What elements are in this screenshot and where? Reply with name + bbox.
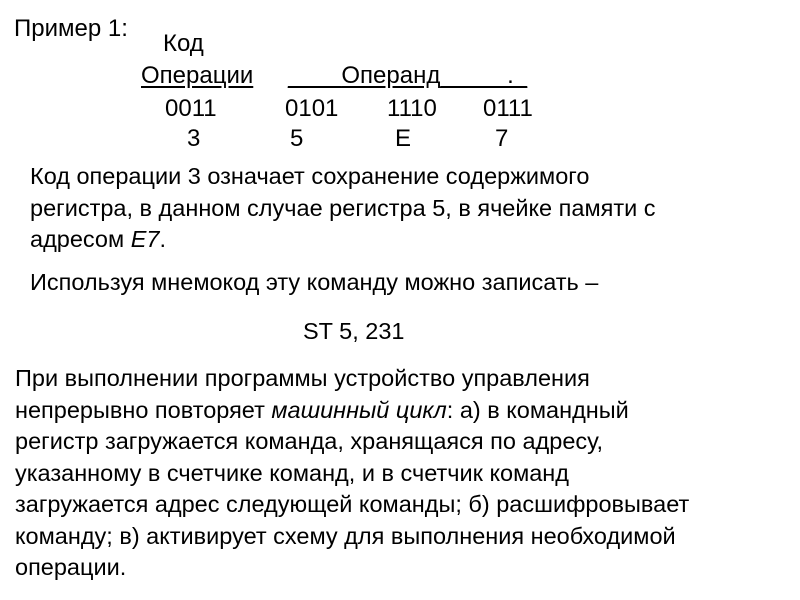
hex-operand-2: E: [395, 125, 412, 152]
explanation-address: E7: [130, 226, 160, 252]
explanation-line: [30, 224, 656, 256]
mnemonic-intro: Используя мнемокод эту команду можно записать –: [30, 269, 599, 295]
binary-opcode: 0011: [165, 95, 217, 122]
header-operand-pre: ____: [288, 62, 342, 89]
header-operacii: Операции: [141, 62, 254, 89]
cycle-line: указанному в счетчике команд, и в счетчик команд: [15, 459, 569, 486]
cycle-line: команду; в) активирует схему для выполнения необходимой: [15, 522, 676, 549]
binary-operand-2: 1110: [387, 95, 437, 122]
hex-operand-3: 7: [495, 125, 509, 152]
hex-opcode: 3: [187, 125, 201, 152]
explanation-text: .: [159, 226, 166, 252]
cycle-paragraph: [15, 363, 689, 584]
cycle-line: регистр загружается команда, хранящаяся по адресу,: [15, 428, 604, 454]
header-operand-post: _____._: [440, 62, 528, 89]
explanation-text: адресом: [30, 226, 131, 252]
cycle-line: [15, 395, 689, 427]
explanation-paragraph: [30, 161, 656, 256]
header-operand-row: [288, 62, 527, 90]
mnemonic-code: ST 5, 231: [303, 318, 405, 344]
cycle-line: операции.: [15, 554, 127, 580]
header-kod: Код: [163, 30, 204, 57]
cycle-line: загружается адрес следующей команды; б) расшифровывает: [15, 491, 690, 517]
cycle-text: непрерывно повторяет: [15, 396, 272, 423]
explanation-line: Код операции 3 означает сохранение содержимого: [30, 163, 590, 189]
cycle-term: машинный цикл: [271, 396, 447, 423]
header-operand: Операнд: [341, 62, 441, 89]
explanation-line: регистра, в данном случае регистра 5, в ячейке памяти с: [30, 194, 656, 221]
cycle-line: При выполнении программы устройство управления: [15, 365, 590, 391]
cycle-text: : а) в командный: [446, 396, 629, 423]
example-title: Пример 1:: [14, 15, 128, 42]
binary-operand-1: 0101: [285, 95, 339, 122]
hex-operand-1: 5: [290, 125, 304, 152]
binary-operand-3: 0111: [483, 95, 533, 122]
